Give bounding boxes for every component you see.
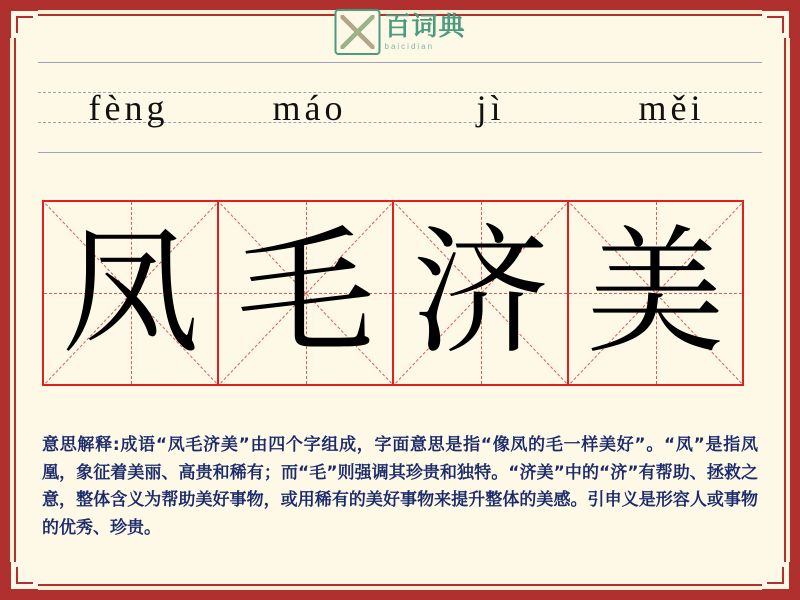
character-2: 毛	[236, 212, 375, 373]
character-cell-3	[392, 200, 569, 386]
explanation-text: 成语“凤毛济美”由四个字组成，字面意思是指“像凤的毛一样美好”。“凤”是指凤凰，象征着美丽、高贵和稀有；而“毛”则强调其珍贵和独特。“济美”中的“济”有帮助、拯救之意，整体含义为帮助美好事物，或用稀有的美好事物来提升整体的美感。引申义是形容人或事物的优秀、珍贵。	[42, 435, 758, 538]
character-1: 凤	[61, 212, 200, 373]
logo-text	[384, 11, 466, 51]
corner-ornament-top-left	[8, 8, 38, 38]
character-cell-1	[42, 200, 219, 386]
pinyin-syllable-2: máo	[272, 88, 347, 128]
character-cell-4	[567, 200, 744, 386]
character-grid	[42, 200, 742, 386]
character-cell-2	[217, 200, 394, 386]
corner-ornament-top-right	[762, 8, 792, 38]
explanation-label: 意思解释:	[42, 435, 120, 455]
pinyin-syllable-4: měi	[638, 88, 705, 128]
character-3: 济	[411, 212, 550, 373]
logo-subtitle: baicidian	[384, 41, 435, 51]
pinyin-row	[38, 62, 762, 154]
character-4: 美	[586, 212, 725, 373]
seal-icon	[334, 9, 380, 55]
site-logo[interactable]	[334, 8, 465, 56]
corner-ornament-bottom-right	[762, 562, 792, 592]
pinyin-syllable-1: fèng	[88, 88, 169, 128]
corner-ornament-bottom-left	[8, 562, 38, 592]
pinyin-staff	[38, 62, 762, 154]
explanation-block	[42, 432, 758, 542]
logo-title: 百词典	[384, 11, 466, 42]
pinyin-syllable-3: jì	[476, 88, 505, 128]
